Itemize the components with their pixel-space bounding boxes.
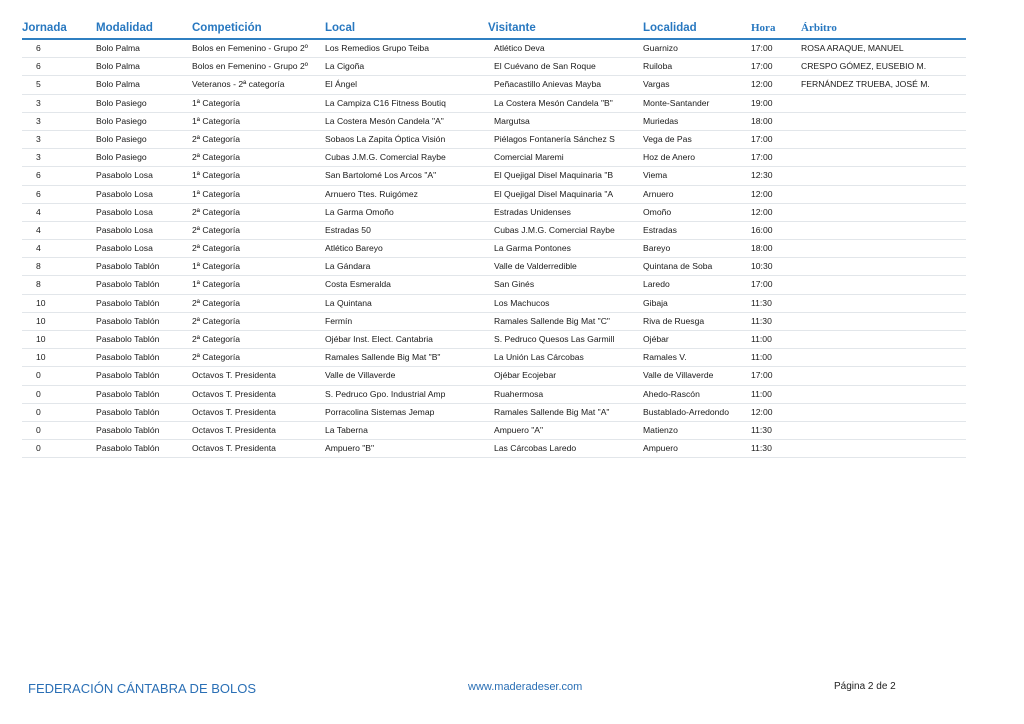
- cell-localidad: Ruiloba: [643, 61, 673, 72]
- cell-local: Ampuero "B": [325, 443, 375, 454]
- cell-competicion: 1ª Categoría: [192, 188, 241, 199]
- cell-localidad: Arnuero: [643, 188, 674, 199]
- cell-hora: 12:00: [751, 188, 773, 199]
- cell-hora: 11:30: [751, 315, 772, 326]
- cell-modalidad: Bolo Palma: [96, 79, 140, 90]
- table-row: [22, 76, 966, 94]
- cell-visitante: La Garma Pontones: [494, 243, 571, 254]
- cell-competicion: 1ª Categoría: [192, 115, 241, 126]
- cell-localidad: Hoz de Anero: [643, 152, 696, 163]
- cell-modalidad: Bolo Palma: [96, 61, 140, 72]
- table-row: [22, 186, 966, 204]
- cell-modalidad: Bolo Pasiego: [96, 97, 147, 108]
- header-hora: Hora: [751, 22, 776, 34]
- cell-modalidad: Pasabolo Tablón: [96, 370, 160, 381]
- cell-competicion: 2ª Categoría: [192, 297, 241, 308]
- cell-visitante: Atlético Deva: [494, 43, 545, 53]
- cell-visitante: Valle de Valderredible: [494, 261, 577, 272]
- table-row: [22, 367, 966, 385]
- cell-hora: 17:00: [751, 133, 773, 144]
- cell-modalidad: Pasabolo Tablón: [96, 261, 160, 272]
- cell-hora: 11:30: [751, 297, 772, 308]
- header-visitante: Visitante: [488, 22, 536, 34]
- cell-visitante: El Cuévano de San Roque: [494, 61, 596, 72]
- cell-localidad: Viema: [643, 170, 668, 181]
- header-modalidad: Modalidad: [96, 22, 153, 34]
- cell-competicion: 1ª Categoría: [192, 170, 241, 181]
- cell-jornada: 3: [36, 115, 41, 126]
- table-row: [22, 331, 966, 349]
- table-row: [22, 386, 966, 404]
- cell-hora: 19:00: [751, 97, 773, 108]
- cell-jornada: 6: [36, 43, 41, 53]
- cell-modalidad: Bolo Pasiego: [96, 133, 147, 144]
- cell-local: Ramales Sallende Big Mat "B": [325, 352, 441, 363]
- cell-hora: 11:00: [751, 334, 772, 344]
- cell-hora: 17:00: [751, 152, 773, 163]
- cell-visitante: Margutsa: [494, 115, 530, 126]
- cell-competicion: 1ª Categoría: [192, 97, 241, 108]
- cell-localidad: Vega de Pas: [643, 133, 692, 144]
- table-body: [22, 40, 966, 458]
- cell-competicion: Bolos en Femenino - Grupo 2º: [192, 61, 308, 72]
- cell-arbitro: FERNÁNDEZ TRUEBA, JOSÉ M.: [801, 79, 930, 90]
- cell-local: Valle de Villaverde: [325, 370, 396, 381]
- cell-jornada: 4: [36, 243, 41, 254]
- cell-competicion: Octavos T. Presidenta: [192, 443, 276, 454]
- page-number: Página 2 de 2: [834, 681, 896, 692]
- cell-arbitro: ROSA ARAQUE, MANUEL: [801, 43, 904, 53]
- cell-jornada: 0: [36, 443, 41, 454]
- cell-visitante: Ampuero "A": [494, 424, 544, 435]
- cell-hora: 11:30: [751, 424, 772, 435]
- table-row: [22, 95, 966, 113]
- table-row: [22, 167, 966, 185]
- cell-visitante: Los Machucos: [494, 297, 550, 308]
- cell-visitante: Peñacastillo Anievas Mayba: [494, 79, 602, 90]
- cell-jornada: 0: [36, 406, 41, 417]
- cell-visitante: El Quejigal Disel Maquinaria "B: [494, 170, 614, 181]
- table-row: [22, 131, 966, 149]
- cell-modalidad: Pasabolo Tablón: [96, 279, 160, 290]
- cell-localidad: Quintana de Soba: [643, 261, 713, 272]
- cell-visitante: Ojébar Ecojebar: [494, 370, 557, 381]
- table-row: [22, 204, 966, 222]
- cell-hora: 17:00: [751, 61, 773, 72]
- cell-local: La Campiza C16 Fitness Boutiq: [325, 97, 446, 108]
- table-row: [22, 222, 966, 240]
- cell-modalidad: Pasabolo Losa: [96, 170, 153, 181]
- cell-visitante: San Ginés: [494, 279, 535, 290]
- cell-local: La Costera Mesón Candela "A": [325, 115, 444, 126]
- cell-localidad: Laredo: [643, 279, 670, 290]
- cell-visitante: El Quejigal Disel Maquinaria "A: [494, 188, 614, 199]
- table-row: [22, 349, 966, 367]
- cell-hora: 17:00: [751, 370, 773, 381]
- cell-local: Cubas J.M.G. Comercial Raybe: [325, 152, 446, 163]
- table-row: [22, 240, 966, 258]
- cell-jornada: 0: [36, 424, 41, 435]
- cell-visitante: Ramales Sallende Big Mat "A": [494, 406, 610, 417]
- cell-hora: 17:00: [751, 279, 773, 290]
- cell-modalidad: Pasabolo Losa: [96, 188, 153, 199]
- cell-local: El Ángel: [325, 79, 358, 90]
- cell-localidad: Bareyo: [643, 243, 671, 254]
- schedule-table: [22, 20, 966, 458]
- cell-local: Porracolina Sistemas Jemap: [325, 406, 435, 417]
- table-header: [22, 20, 966, 40]
- cell-competicion: Octavos T. Presidenta: [192, 370, 276, 381]
- cell-competicion: Veteranos - 2ª categoría: [192, 79, 285, 90]
- cell-local: Fermín: [325, 315, 353, 326]
- table-row: [22, 113, 966, 131]
- cell-arbitro: CRESPO GÓMEZ, EUSEBIO M.: [801, 61, 927, 72]
- cell-modalidad: Pasabolo Losa: [96, 243, 153, 254]
- cell-jornada: 6: [36, 61, 41, 72]
- cell-localidad: Ojébar: [643, 334, 669, 344]
- cell-competicion: 1ª Categoría: [192, 261, 241, 272]
- cell-localidad: Valle de Villaverde: [643, 370, 714, 381]
- table-row: [22, 258, 966, 276]
- table-row: [22, 149, 966, 167]
- table-row: [22, 422, 966, 440]
- cell-local: Sobaos La Zapita Óptica Visión: [325, 133, 446, 144]
- cell-modalidad: Pasabolo Tablón: [96, 443, 160, 454]
- cell-local: La Gándara: [325, 261, 371, 272]
- cell-local: La Taberna: [325, 424, 368, 435]
- table-row: [22, 58, 966, 76]
- cell-competicion: 2ª Categoría: [192, 206, 241, 217]
- cell-jornada: 5: [36, 79, 41, 90]
- cell-competicion: 2ª Categoría: [192, 334, 241, 344]
- cell-hora: 12:00: [751, 79, 773, 90]
- cell-competicion: Octavos T. Presidenta: [192, 388, 276, 399]
- cell-localidad: Omoño: [643, 206, 672, 217]
- cell-jornada: 0: [36, 370, 41, 381]
- cell-jornada: 8: [36, 279, 41, 290]
- header-arbitro: Árbitro: [801, 22, 837, 34]
- cell-competicion: 2ª Categoría: [192, 133, 241, 144]
- cell-competicion: Bolos en Femenino - Grupo 2º: [192, 43, 308, 53]
- cell-localidad: Ramales V.: [643, 352, 687, 363]
- cell-visitante: La Costera Mesón Candela "B": [494, 97, 613, 108]
- cell-hora: 11:00: [751, 388, 772, 399]
- cell-hora: 18:00: [751, 115, 773, 126]
- cell-hora: 11:00: [751, 352, 772, 363]
- cell-visitante: S. Pedruco Quesos Las Garmill: [494, 334, 615, 344]
- cell-jornada: 10: [36, 297, 46, 308]
- cell-competicion: 2ª Categoría: [192, 243, 241, 254]
- table-row: [22, 440, 966, 458]
- cell-local: Costa Esmeralda: [325, 279, 391, 290]
- header-competicion: Competición: [192, 22, 262, 34]
- cell-modalidad: Pasabolo Losa: [96, 224, 153, 235]
- cell-competicion: Octavos T. Presidenta: [192, 406, 276, 417]
- cell-local: Ojébar Inst. Elect. Cantabria: [325, 334, 433, 344]
- cell-competicion: 1ª Categoría: [192, 279, 241, 290]
- cell-jornada: 10: [36, 334, 46, 344]
- cell-visitante: Cubas J.M.G. Comercial Raybe: [494, 224, 615, 235]
- cell-hora: 16:00: [751, 224, 773, 235]
- cell-hora: 10:30: [751, 261, 773, 272]
- cell-jornada: 4: [36, 206, 41, 217]
- table-row: [22, 404, 966, 422]
- cell-localidad: Bustablado-Arredondo: [643, 406, 729, 417]
- footer-organization: FEDERACIÓN CÁNTABRA DE BOLOS: [28, 681, 257, 696]
- cell-jornada: 0: [36, 388, 41, 399]
- cell-localidad: Guarnizo: [643, 43, 678, 53]
- cell-modalidad: Bolo Palma: [96, 43, 140, 53]
- cell-competicion: 2ª Categoría: [192, 352, 241, 363]
- cell-visitante: Ruahermosa: [494, 388, 544, 399]
- table-row: [22, 295, 966, 313]
- cell-modalidad: Pasabolo Tablón: [96, 315, 160, 326]
- cell-competicion: 2ª Categoría: [192, 315, 241, 326]
- cell-localidad: Riva de Ruesga: [643, 315, 705, 326]
- cell-local: S. Pedruco Gpo. Industrial Amp: [325, 388, 446, 399]
- footer-website[interactable]: www.maderadeser.com: [468, 681, 583, 693]
- cell-hora: 12:30: [751, 170, 773, 181]
- cell-modalidad: Pasabolo Losa: [96, 206, 153, 217]
- cell-local: Los Remedios Grupo Teiba: [325, 43, 429, 53]
- cell-jornada: 3: [36, 133, 41, 144]
- cell-hora: 12:00: [751, 406, 773, 417]
- cell-jornada: 6: [36, 170, 41, 181]
- cell-visitante: Piélagos Fontanería Sánchez S: [494, 133, 615, 144]
- cell-modalidad: Bolo Pasiego: [96, 115, 147, 126]
- header-local: Local: [325, 22, 356, 34]
- cell-modalidad: Pasabolo Tablón: [96, 297, 160, 308]
- cell-visitante: Estradas Unidenses: [494, 206, 571, 217]
- table-row: [22, 313, 966, 331]
- table-row: [22, 40, 966, 58]
- cell-jornada: 4: [36, 224, 41, 235]
- cell-visitante: Comercial Maremi: [494, 152, 564, 163]
- cell-jornada: 10: [36, 315, 46, 326]
- cell-local: La Quintana: [325, 297, 372, 308]
- cell-localidad: Estradas: [643, 224, 677, 235]
- cell-visitante: Ramales Sallende Big Mat "C": [494, 315, 610, 326]
- cell-visitante: La Unión Las Cárcobas: [494, 352, 584, 363]
- cell-localidad: Vargas: [643, 79, 670, 90]
- cell-local: San Bartolomé Los Arcos "A": [325, 170, 437, 181]
- cell-local: Estradas 50: [325, 224, 371, 235]
- cell-localidad: Matienzo: [643, 424, 678, 435]
- cell-visitante: Las Cárcobas Laredo: [494, 443, 577, 454]
- cell-hora: 18:00: [751, 243, 773, 254]
- cell-jornada: 3: [36, 152, 41, 163]
- cell-localidad: Gibaja: [643, 297, 668, 308]
- cell-modalidad: Pasabolo Tablón: [96, 388, 160, 399]
- cell-localidad: Muriedas: [643, 115, 679, 126]
- cell-localidad: Monte-Santander: [643, 97, 710, 108]
- cell-local: Atlético Bareyo: [325, 243, 383, 254]
- cell-localidad: Ampuero: [643, 443, 678, 454]
- cell-modalidad: Pasabolo Tablón: [96, 406, 160, 417]
- cell-jornada: 3: [36, 97, 41, 108]
- cell-modalidad: Pasabolo Tablón: [96, 334, 160, 344]
- cell-hora: 17:00: [751, 43, 773, 53]
- cell-competicion: 2ª Categoría: [192, 152, 241, 163]
- cell-modalidad: Bolo Pasiego: [96, 152, 147, 163]
- cell-jornada: 6: [36, 188, 41, 199]
- header-localidad: Localidad: [643, 22, 697, 34]
- cell-competicion: 2ª Categoría: [192, 224, 241, 235]
- cell-local: Arnuero Ttes. Ruigómez: [325, 188, 418, 199]
- cell-modalidad: Pasabolo Tablón: [96, 424, 160, 435]
- cell-localidad: Ahedo-Rascón: [643, 388, 700, 399]
- cell-local: La Garma Omoño: [325, 206, 394, 217]
- cell-hora: 11:30: [751, 443, 772, 454]
- cell-hora: 12:00: [751, 206, 773, 217]
- cell-jornada: 8: [36, 261, 41, 272]
- table-row: [22, 276, 966, 294]
- cell-local: La Cigoña: [325, 61, 365, 72]
- header-jornada: Jornada: [22, 22, 67, 34]
- cell-jornada: 10: [36, 352, 46, 363]
- cell-competicion: Octavos T. Presidenta: [192, 424, 276, 435]
- cell-modalidad: Pasabolo Tablón: [96, 352, 160, 363]
